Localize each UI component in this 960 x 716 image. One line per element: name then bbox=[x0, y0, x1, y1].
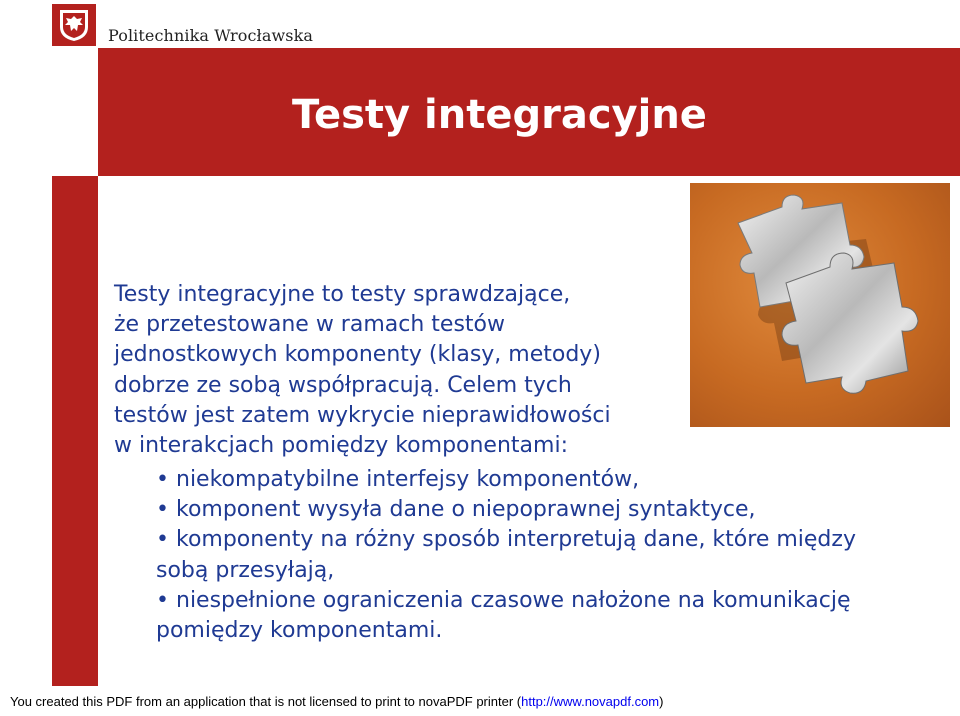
bullet-item bbox=[156, 495, 856, 525]
paragraph-line: jednostkowych komponenty (klasy, metody) bbox=[114, 342, 601, 368]
bullet-text-continued: sobą przesyłają, bbox=[156, 557, 335, 583]
slide-title: Testy integracyjne bbox=[292, 92, 707, 138]
footer-text-end: ) bbox=[659, 694, 664, 709]
bullet-text: • niekompatybilne interfejsy komponentów, bbox=[176, 467, 640, 492]
bullet-item bbox=[156, 465, 856, 495]
bullet-text: • komponent wysyła dane o niepoprawnej syntaktyce, bbox=[176, 497, 756, 523]
institution-name: Politechnika Wrocławska bbox=[108, 26, 314, 45]
paragraph-line: że przetestowane w ramach testów bbox=[114, 312, 505, 338]
bullet-text-continued: pomiędzy komponentami. bbox=[156, 617, 443, 643]
paragraph-line: dobrze ze sobą współpracują. Celem tych bbox=[114, 372, 572, 398]
bullet-text: • komponenty na różny sposób interpretują dane, które między bbox=[176, 527, 856, 553]
paragraph-line: w interakcjach pomiędzy komponentami: bbox=[114, 432, 568, 458]
side-band bbox=[52, 176, 98, 686]
paragraph-line: testów jest zatem wykrycie nieprawidłowości bbox=[114, 402, 611, 428]
bullet-text: • niespełnione ograniczenia czasowe nałożone na komunikację bbox=[176, 587, 851, 613]
footer-link[interactable]: http://www.novapdf.com bbox=[521, 694, 660, 709]
eagle-shield-icon bbox=[56, 7, 92, 43]
puzzle-photo bbox=[690, 183, 950, 427]
intro-paragraph bbox=[114, 280, 611, 461]
paragraph-line: Testy integracyjne to testy sprawdzające, bbox=[114, 282, 571, 307]
bullet-item bbox=[156, 586, 856, 646]
puzzle-pieces-icon bbox=[690, 183, 950, 427]
bullet-list bbox=[156, 465, 856, 646]
logo bbox=[52, 4, 96, 46]
novapdf-footer bbox=[0, 688, 960, 716]
footer-text: You created this PDF from an application that is not licensed to print to novaPDF printer ( bbox=[10, 694, 522, 709]
bullet-item bbox=[156, 525, 856, 585]
